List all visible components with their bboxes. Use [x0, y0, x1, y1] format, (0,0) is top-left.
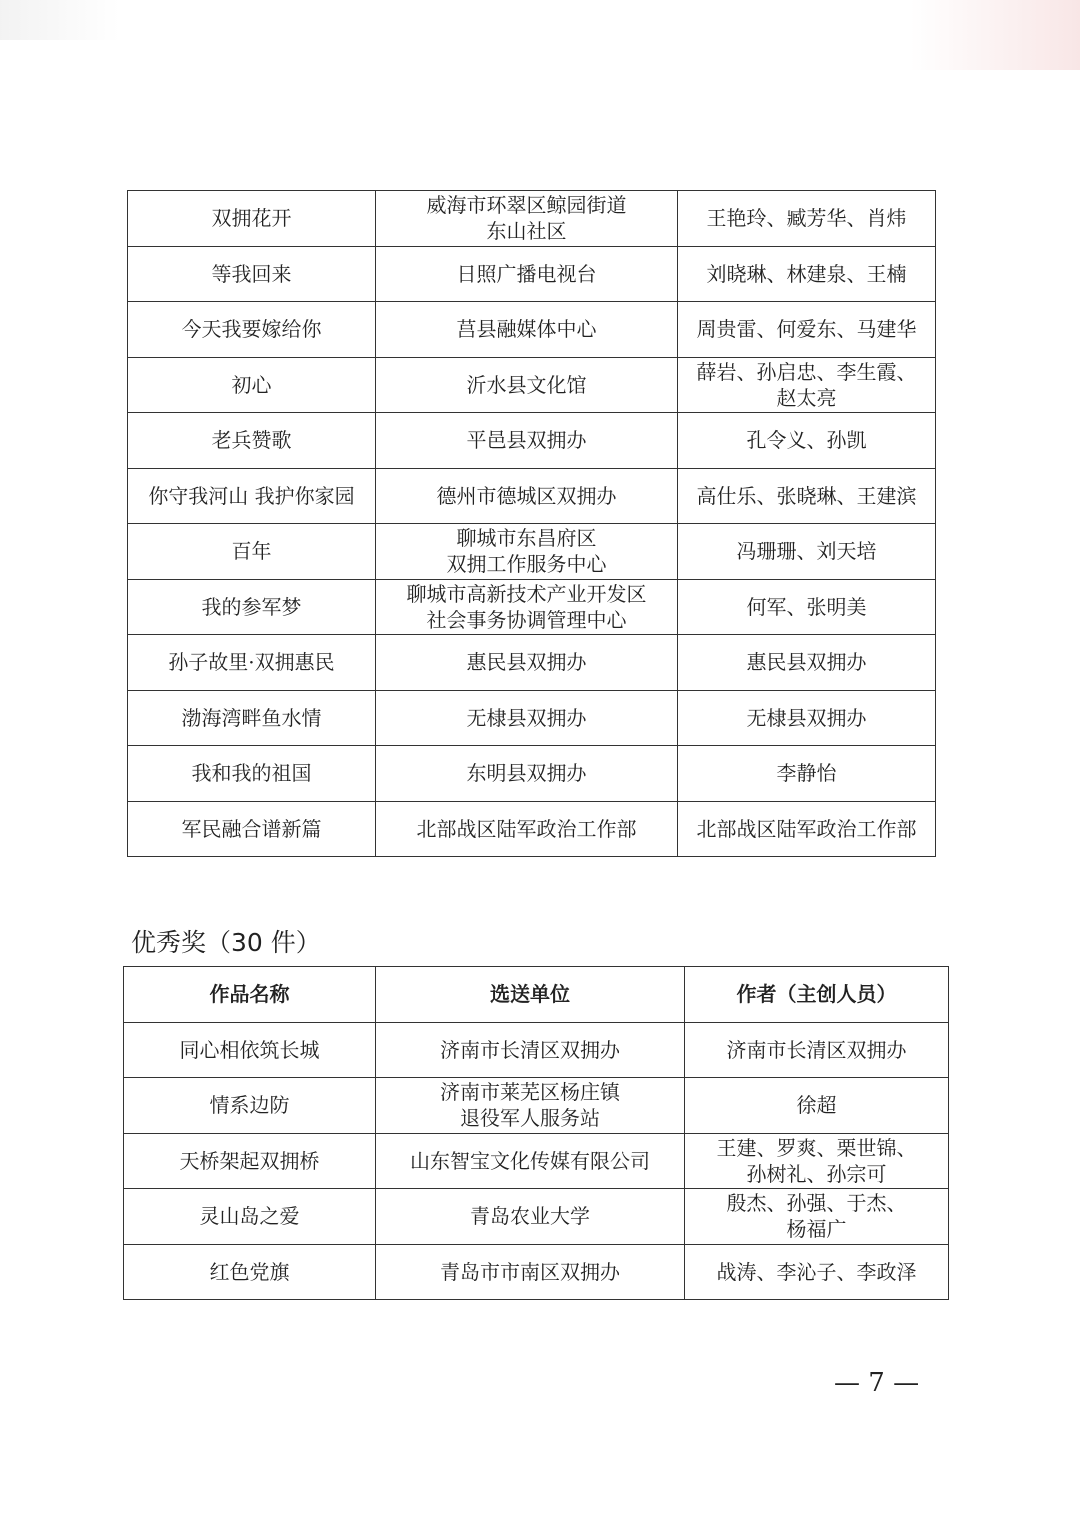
table-row [128, 357, 936, 413]
authors-cell: 战涛、李沁子、李政泽 [685, 1244, 949, 1300]
work-title-cell: 今天我要嫁给你 [128, 302, 376, 358]
work-title-cell: 红色党旗 [124, 1244, 376, 1300]
awards-table-continued [127, 190, 936, 857]
work-title-cell: 百年 [128, 524, 376, 580]
work-title-cell: 孙子故里·双拥惠民 [128, 635, 376, 691]
authors-cell: 薛岩、孙启忠、李生霞、 赵太亮 [678, 357, 936, 413]
submitting-unit-cell: 青岛市市南区双拥办 [376, 1244, 685, 1300]
table-row [128, 302, 936, 358]
submitting-unit-cell: 莒县融媒体中心 [376, 302, 678, 358]
table-row [124, 1078, 949, 1134]
work-title-cell: 渤海湾畔鱼水情 [128, 690, 376, 746]
work-title-cell: 初心 [128, 357, 376, 413]
table-row [128, 579, 936, 635]
authors-cell: 冯珊珊、刘天培 [678, 524, 936, 580]
work-title-cell: 我和我的祖国 [128, 746, 376, 802]
column-header-authors: 作者（主创人员） [685, 967, 949, 1023]
authors-cell: 何军、张明美 [678, 579, 936, 635]
authors-cell: 周贵雷、何爱东、马建华 [678, 302, 936, 358]
work-title-cell: 同心相依筑长城 [124, 1022, 376, 1078]
excellence-award-table [123, 966, 949, 1300]
table-header-row [124, 967, 949, 1023]
submitting-unit-cell: 日照广播电视台 [376, 246, 678, 302]
work-title-cell: 双拥花开 [128, 191, 376, 247]
submitting-unit-cell: 青岛农业大学 [376, 1189, 685, 1245]
authors-cell: 孔令义、孙凯 [678, 413, 936, 469]
submitting-unit-cell: 威海市环翠区鲸园街道 东山社区 [376, 191, 678, 247]
table-row [128, 635, 936, 691]
work-title-cell: 情系边防 [124, 1078, 376, 1134]
authors-cell: 无棣县双拥办 [678, 690, 936, 746]
work-title-cell: 军民融合谱新篇 [128, 801, 376, 857]
table-row [124, 1189, 949, 1245]
submitting-unit-cell: 山东智宝文化传媒有限公司 [376, 1133, 685, 1189]
submitting-unit-cell: 北部战区陆军政治工作部 [376, 801, 678, 857]
authors-cell: 高仕乐、张晓琳、王建滨 [678, 468, 936, 524]
authors-cell: 北部战区陆军政治工作部 [678, 801, 936, 857]
authors-cell: 王艳玲、臧芳华、肖炜 [678, 191, 936, 247]
table-row [128, 690, 936, 746]
section-heading: 优秀奖（30 件） [131, 928, 321, 957]
submitting-unit-cell: 东明县双拥办 [376, 746, 678, 802]
work-title-cell: 你守我河山 我护你家园 [128, 468, 376, 524]
submitting-unit-cell: 沂水县文化馆 [376, 357, 678, 413]
submitting-unit-cell: 聊城市高新技术产业开发区 社会事务协调管理中心 [376, 579, 678, 635]
submitting-unit-cell: 聊城市东昌府区 双拥工作服务中心 [376, 524, 678, 580]
table-row [128, 524, 936, 580]
submitting-unit-cell: 平邑县双拥办 [376, 413, 678, 469]
submitting-unit-cell: 无棣县双拥办 [376, 690, 678, 746]
table-row [124, 1244, 949, 1300]
authors-cell: 济南市长清区双拥办 [685, 1022, 949, 1078]
table-row [124, 1133, 949, 1189]
work-title-cell: 老兵赞歌 [128, 413, 376, 469]
submitting-unit-cell: 济南市莱芜区杨庄镇 退役军人服务站 [376, 1078, 685, 1134]
authors-cell: 徐超 [685, 1078, 949, 1134]
submitting-unit-cell: 德州市德城区双拥办 [376, 468, 678, 524]
authors-cell: 惠民县双拥办 [678, 635, 936, 691]
scan-edge-shading [910, 0, 1080, 70]
submitting-unit-cell: 惠民县双拥办 [376, 635, 678, 691]
submitting-unit-cell: 济南市长清区双拥办 [376, 1022, 685, 1078]
table-row [128, 746, 936, 802]
work-title-cell: 等我回来 [128, 246, 376, 302]
table-row [128, 801, 936, 857]
work-title-cell: 我的参军梦 [128, 579, 376, 635]
column-header-unit: 选送单位 [376, 967, 685, 1023]
authors-cell: 刘晓琳、林建泉、王楠 [678, 246, 936, 302]
table-row [128, 191, 936, 247]
table-row [124, 1022, 949, 1078]
table-row [128, 413, 936, 469]
work-title-cell: 天桥架起双拥桥 [124, 1133, 376, 1189]
authors-cell: 王建、罗爽、栗世锦、 孙树礼、孙宗可 [685, 1133, 949, 1189]
table-row [128, 246, 936, 302]
table-row [128, 468, 936, 524]
page-number: — 7 — [834, 1368, 920, 1398]
work-title-cell: 灵山岛之爱 [124, 1189, 376, 1245]
authors-cell: 殷杰、孙强、于杰、 杨福广 [685, 1189, 949, 1245]
scan-edge-shading [0, 0, 120, 40]
column-header-title: 作品名称 [124, 967, 376, 1023]
authors-cell: 李静怡 [678, 746, 936, 802]
